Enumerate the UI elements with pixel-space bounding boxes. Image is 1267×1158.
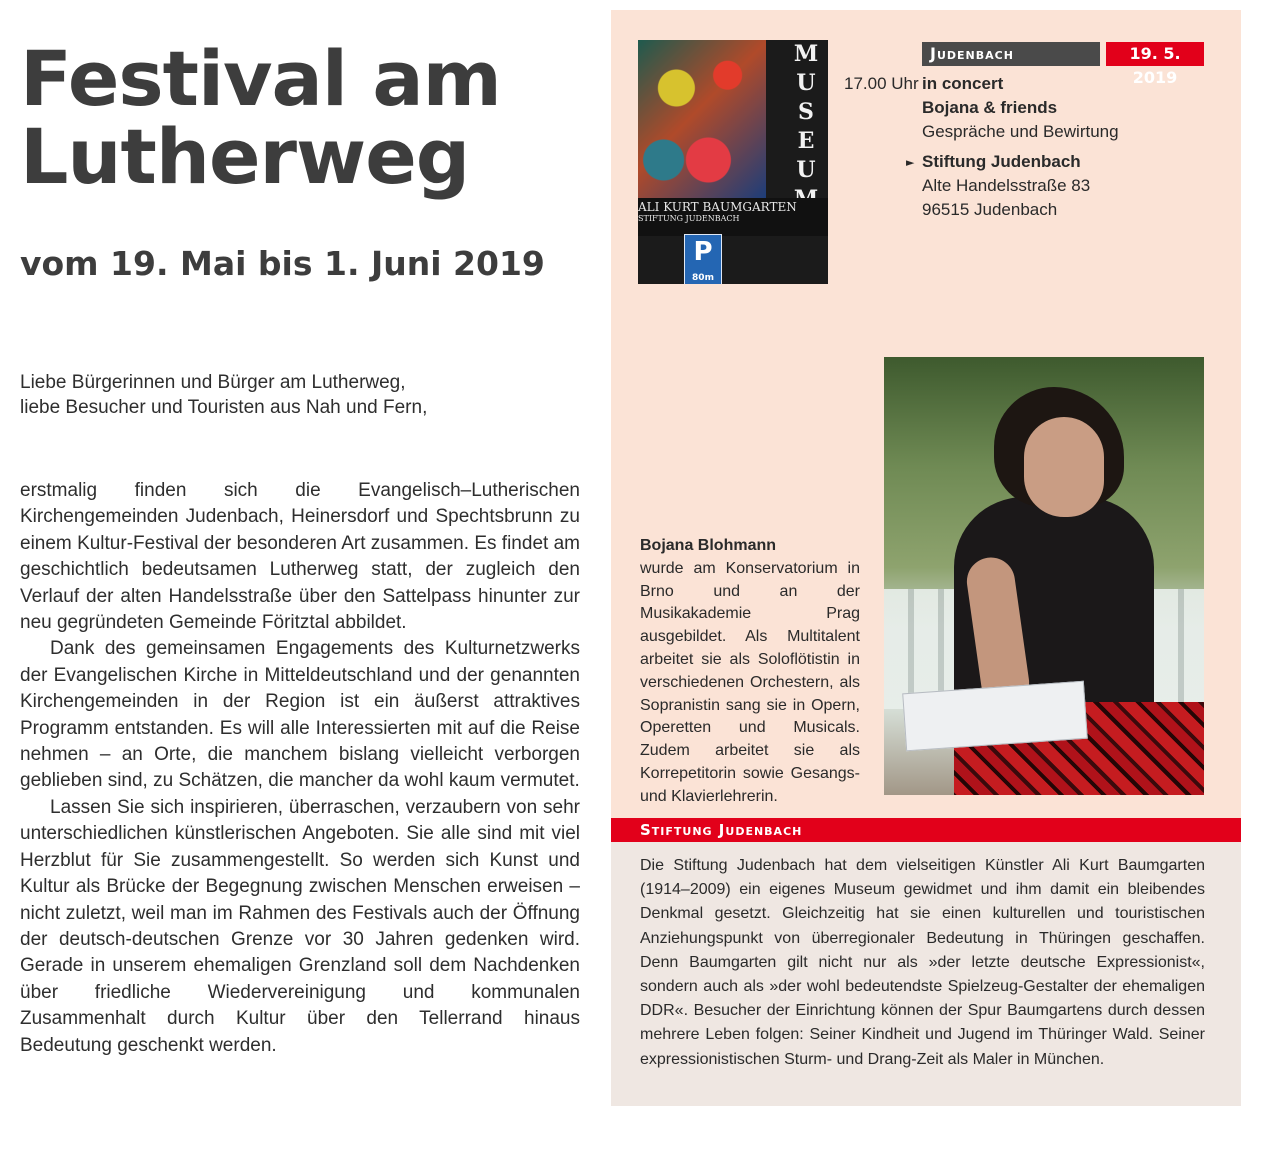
event-time: 17.00 Uhr bbox=[844, 74, 919, 93]
figure-face-shape bbox=[1024, 417, 1104, 517]
page-title: Festival am Lutherweg bbox=[20, 34, 501, 201]
event-venue: Stiftung Judenbach bbox=[922, 152, 1081, 171]
museum-sign-name: ALI KURT BAUMGARTEN bbox=[638, 200, 797, 214]
arrow-right-icon: ► bbox=[906, 156, 915, 169]
foundation-text: Die Stiftung Judenbach hat dem vielseitigen Künstler Ali Kurt Baumgarten (1914–2009) ein eigenes Museum gewidmet und ihm damit ein bleibendes Denkmal gesetzt. Gleichzeitig hat sie einen kulturellen und touristischen Anziehungspunkt von überregionaler Bedeutung in Thüringen geschaffen. Denn Baumgarten gilt nicht nur als »der letzte deutsche Expressionist«, sondern auch als »der wohl bedeutendste Spielzeug-Gestalter der ehemaligen DDR«. Besucher der Einrichtung können der Spur Baumgartens durch dessen mehrere Leben folgen: Seiner Kindheit und Jugend im Thüringer Wald. Seiner expressionistischen Sturm- und Drang-Zeit als Maler in München. bbox=[640, 857, 1205, 1068]
letter-body bbox=[20, 478, 580, 1059]
parking-distance: 80m bbox=[692, 273, 714, 283]
event-title: Bojana & friends bbox=[922, 98, 1058, 117]
greeting-line: liebe Besucher und Touristen aus Nah und Fern, bbox=[20, 397, 428, 418]
event-details bbox=[922, 72, 1222, 222]
artist-name: Bojana Blohmann bbox=[640, 537, 777, 554]
event-type: in concert bbox=[922, 74, 1004, 93]
parking-sign-icon bbox=[684, 234, 722, 284]
page-subtitle: vom 19. Mai bis 1. Juni 2019 bbox=[20, 244, 545, 283]
artist-bio: wurde am Konservatorium in Brno und an der Musikakademie Prag ausgebildet. Als Multitalent arbeitet sie als Soloflötistin in verschiedenen Orchestern, als Sopranistin sang sie in Opern, Operetten und Musicals. Zudem arbeitet sie als Korrepetitorin sowie Gesangs- und Klavierlehrerin. bbox=[640, 559, 860, 805]
event-street: Alte Handelsstraße 83 bbox=[922, 176, 1091, 195]
expressionist-painting-image bbox=[638, 40, 766, 200]
greeting-line: Liebe Bürgerinnen und Bürger am Lutherweg, bbox=[20, 372, 406, 393]
foundation-label: Stiftung Judenbach bbox=[640, 821, 803, 839]
event-place-label: Judenbach bbox=[922, 42, 1100, 66]
event-description: Gespräche und Bewirtung bbox=[922, 122, 1119, 141]
event-date-badge: 19. 5. 2019 bbox=[1106, 42, 1204, 66]
artist-caption bbox=[640, 535, 860, 809]
greeting bbox=[20, 370, 580, 420]
letter-paragraph: erstmalig finden sich die Evangelisch–Lutherischen Kirchengemeinden Judenbach, Heinersdorf und Spechtsbrunn zu einem Kultur-Festival der besonderen Art zusammen. Es findet am geschichtlich bedeutsamen Lutherweg statt, der zugleich den Verlauf der alten Handelsstraße über den Sattelpass hinunter zur neu gegründeten Gemeinde Föritztal abbildet. bbox=[20, 480, 580, 634]
letter-paragraph: Lassen Sie sich inspirieren, überraschen, verzaubern von sehr unterschiedlichen künstlerischen Angeboten. Sie alle sind mit viel Herzblut für Sie zusammengestellt. So werden sich Kunst und Kultur als Brücke der Begegnung zwischen Menschen erweisen – nicht zuletzt, weil man im Rahmen des Festivals auch der Öffnung der deutsch-deutschen Grenze vor 30 Jahren gedenken wird. Gerade in unserem ehemaligen Grenzland soll dem Nachdenken über friedliche Wiedervereinigung und kommunalen Zusammenhalt durch Kultur über den Tellerrand hinaus Bedeutung geschenkt werden. bbox=[20, 796, 580, 1056]
museum-sign-band bbox=[638, 198, 828, 236]
event-city: 96515 Judenbach bbox=[922, 200, 1058, 219]
letter-paragraph: Dank des gemeinsamen Engagements des Kulturnetzwerks der Evangelischen Kirche in Mitteldeutschland und der genannten Kirchengemeinden in der Region ist ein äußerst attraktives Programm entstanden. Es will alle Interessierten mit auf die Reise nehmen – an Orte, die manchem bislang vielleicht verborgen geblieben sind, zu Schätzen, die mancher da wohl kaum vermutet. bbox=[20, 638, 580, 792]
museum-photo bbox=[638, 40, 828, 284]
museum-sign-subtext: STIFTUNG JUDENBACH bbox=[638, 214, 740, 223]
parking-sign-letter: P bbox=[693, 237, 713, 267]
artist-photo bbox=[884, 357, 1204, 795]
museum-sign-text: M U S E U bbox=[793, 41, 819, 183]
